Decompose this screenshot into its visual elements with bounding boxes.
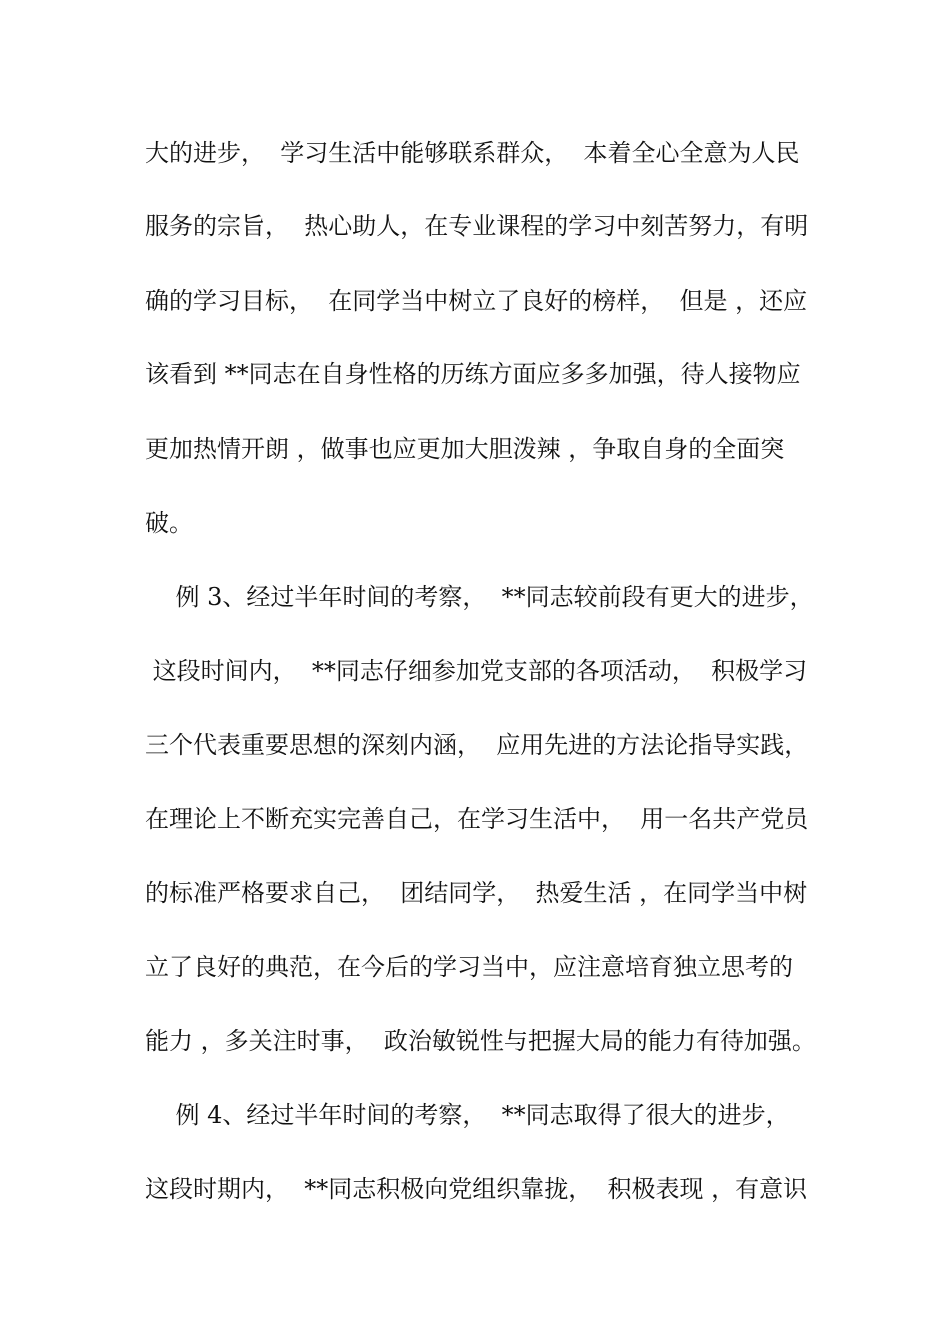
text-line-2: 服务的宗旨， 热心助人，在专业课程的学习中刻苦努力，有明 (145, 212, 809, 240)
text-line-14: 例 4、经过半年时间的考察， **同志取得了很大的进步， (145, 1101, 790, 1129)
text-line-5: 更加热情开朗 ，做事也应更加大胆泼辣 ，争取自身的全面突 (145, 435, 785, 463)
text-line-7: 例 3、经过半年时间的考察， **同志较前段有更大的进步， (145, 583, 814, 611)
text-line-4: 该看到 **同志在自身性格的历练方面应多多加强，待人接物应 (145, 360, 801, 388)
text-line-8: 这段时间内， **同志仔细参加党支部的各项活动， 积极学习 (145, 657, 808, 685)
text-line-3: 确的学习目标， 在同学当中树立了良好的榜样， 但是 ，还应 (145, 287, 808, 315)
text-line-9: 三个代表重要思想的深刻内涵， 应用先进的方法论指导实践， (145, 731, 809, 759)
text-line-15: 这段时期内， **同志积极向党组织靠拢， 积极表现 ，有意识 (145, 1175, 808, 1203)
text-line-11: 的标准严格要求自己， 团结同学， 热爱生活 ，在同学当中树 (145, 879, 808, 907)
text-line-6: 破。 (145, 509, 193, 537)
text-line-1: 大的进步， 学习生活中能够联系群众， 本着全心全意为人民 (145, 139, 800, 167)
text-line-13: 能力 ，多关注时事， 政治敏锐性与把握大局的能力有待加强。 (145, 1027, 816, 1055)
text-line-10: 在理论上不断充实完善自己，在学习生活中， 用一名共产党员 (145, 805, 809, 833)
text-line-12: 立了良好的典范，在今后的学习当中，应注意培育独立思考的 (145, 953, 793, 981)
